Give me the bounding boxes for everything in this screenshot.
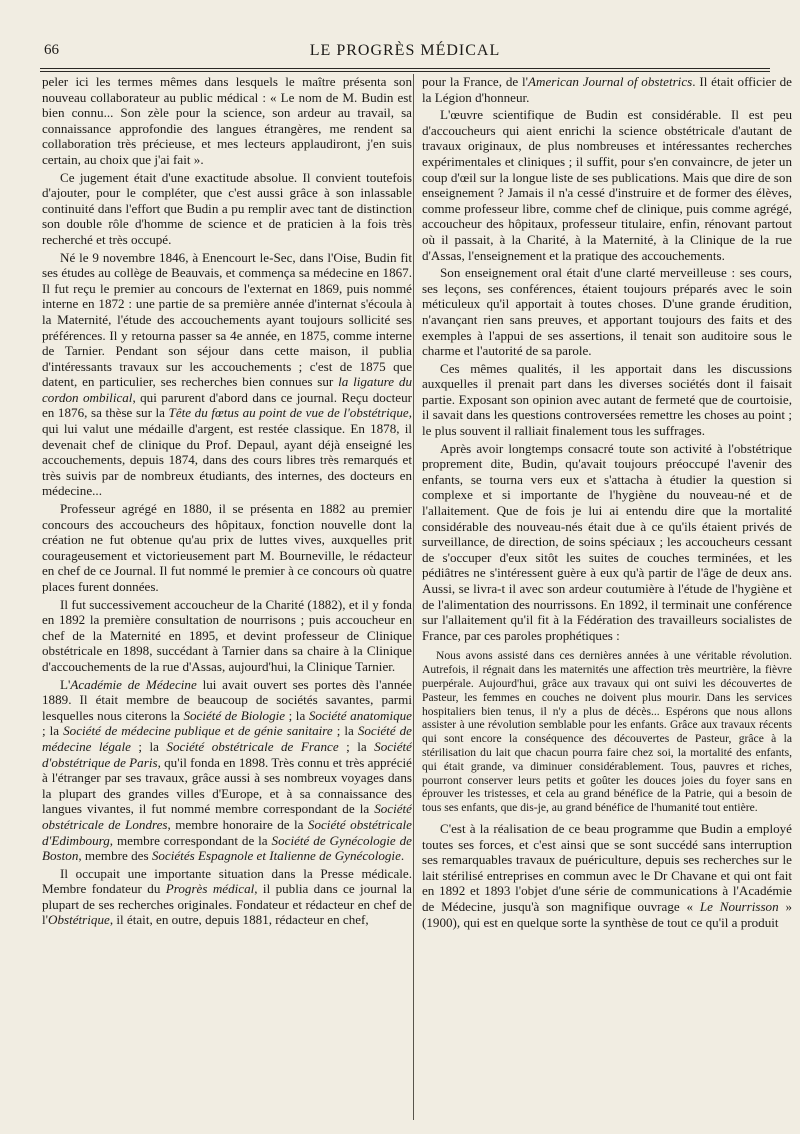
quotation: Nous avons assisté dans ces dernières années à une véritable révolution. Autrefois, il régnait dans les maternités une affection très meurtrière, la fièvre puerpérale. Aujourd'hui, grâce aux travaux qui ont suivi les découvertes de Pasteur, les femmes en couches ne doivent plus mourir. Dans les services hospitaliers bien tenus, il n'y a plus de décès... Espérons que nous allons assister à une révolution semblable pour les enfants. Grâce aux travaux récents qui sont encore la conséquence des découvertes de Pasteur, grâce à la stérilisation du lait que chacun pourra faire chez soi, la mortalité des enfants, qui était grande, va diminuer considérablement. Tous, pauvres et riches, pourront conserver leurs petits et goûter les douces joies du foyer sans en éprouver les tristesses, et cela au grand bénéfice de la Patrie, qui a besoin de tous ses enfants, que dis-je, au grand bénéfice de l'humanité tout entière. (422, 649, 792, 815)
italic-title: Société anatomique (308, 707, 412, 723)
paragraph: peler ici les termes mêmes dans lesquels le maître présenta son nouveau collaborateur au public médical : « Le nom de M. Budin est bien connu... Son zèle pour la science, son ardeur au travail, sa connaissance approfondie des langues étrangères, me rendent sa collaboration très précieuse, et mes lecteurs applaudiront, j'en suis certain, au choix que j'ai fait ». (42, 74, 412, 167)
italic-title: Le Nourrisson (699, 898, 779, 914)
text-run: , il publia dans ce journal la plupart de ses recherches originales. Fondateur et rédacteur en chef de l' (42, 881, 412, 928)
text-run: . (400, 848, 405, 864)
italic-title: Sociétés Espagnole et Italienne de Gynécologie (151, 848, 401, 864)
text-run: Né le 9 novembre 1846, à Enencourt le-Sec, dans l'Oise, Budin fit ses études au collège de Beauvais, et commença sa médecine en 1867. Il fut reçu le premier au concours de l'externat en 1869, puis nommé interne en 1872 : une partie de sa première année d'internat s'écoula à la Maternité, l'étude des accouchements ayant toujours sollicité ses préférences. Il y retourna passer sa 4e année, en 1875, comme interne de Tarnier. Pendant son séjour dans cette maison, il publia d'intéressants travaux sur les accouchements ; c'est de 1875 que datent, en particulier, ses recherches bien connues sur (42, 249, 412, 390)
italic-title: Société obstétricale de France (166, 738, 339, 754)
paragraph: Professeur agrégé en 1880, il se présenta en 1882 au premier concours des accoucheurs des hôpitaux, fonction nouvelle dont la création ne fut obtenue qu'au prix de luttes vives, auxquelles prit courageusement et victorieusement part M. Bourneville, le rédacteur en chef de ce Journal. Il fut nommé le premier à ce concours où quatre places furent données. (42, 501, 412, 594)
text-run: L' (60, 676, 71, 692)
paragraph (422, 821, 792, 930)
text-run: , qu'il fonda en 1898. Très connu et très apprécié à l'étranger par ses travaux, grâce aussi à ses nombreux voyages dans la plupart des grandes villes d'Europe, et à sa connaissance des langues vivantes, il fut nommé membre correspondant de la (42, 754, 412, 817)
paragraph: Ces mêmes qualités, il les apportait dans les discussions auxquelles il prenait part dans les diverses sociétés dont il faisait partie. Exposant son opinion avec autant de fermeté que de courtoisie, il savait dans les questions controversées remettre les choses au point ; le plus souvent il ralliait finalement tous les suffrages. (422, 360, 792, 439)
text-run: , membre honoraire de la (167, 816, 308, 832)
text-run: , qui parurent d'abord dans ce journal. Reçu docteur en 1876, sa thèse sur la (42, 389, 412, 421)
text-run: . Il était officier de la Légion d'honneur. (422, 74, 792, 105)
paragraph (42, 866, 412, 928)
header-rule (40, 68, 770, 72)
italic-title: American Journal of obstetrics (528, 74, 693, 89)
text-run: ; la (338, 738, 375, 754)
italic-title: Société de médecine publique et de génie sanitaire (63, 723, 333, 739)
italic-title: Société de Gynécologie de Boston (42, 832, 412, 864)
column-divider (413, 74, 414, 1120)
paragraph: L'œuvre scientifique de Budin est considérable. Il est peu d'accoucheurs qui aient enrichi la science obstétricale d'autant de travaux originaux, de plus nombreuses et intéressantes recherches expérimentales et cliniques ; il suffit, pour s'en convaincre, de jeter un coup d'œil sur la longue liste de ses publications. Mais que dire de son enseignement ? Jamais il n'a cessé d'instruire et de former des élèves, comme professeur libre, comme chef de clinique, puis comme agrégé, accoucheur des hôpitaux, professeur titulaire, enfin, rénovant partout où il passait, à la Charité, à la Maternité, à la Clinique de la rue d'Assas, l'enseignement et la pratique des accouchements. (422, 107, 792, 263)
italic-title: Société d'obstétrique de Paris (42, 738, 412, 770)
text-run: ; la (285, 707, 309, 723)
text-run: » (1900), qui est en quelque sorte la synthèse de tout ce qu'il a produit (422, 898, 792, 930)
text-run: ; la (130, 738, 167, 754)
page-header (40, 40, 770, 64)
italic-title: Obstétrique (48, 912, 110, 928)
journal-title: LE PROGRÈS MÉDICAL (309, 42, 501, 59)
text-run: C'est à la réalisation de ce beau programme que Budin a employé toutes ses forces, et c'est ainsi que se sont succédé sans interruption ses remarquables travaux de puériculture, depuis ses recherches sur le lait stérilisé entreprises en commun avec le Dr Chavane et qui ont fait en 1892 et 1893 l'objet d'une série de communications à l'Académie de Médecine, jusqu'à son magnifique ouvrage « (422, 820, 792, 914)
left-column (42, 74, 412, 1126)
italic-title: Société de Biologie (183, 707, 286, 723)
italic-title: Progrès médical (165, 881, 255, 897)
italic-title: Société obstétricale d'Edimbourg (42, 816, 412, 848)
text-run: lui avait ouvert ses portes dès l'année 1889. Il était membre de beaucoup de sociétés savantes, parmi lesquelles nous citerons la (42, 676, 412, 723)
paragraph: Ce jugement était d'une exactitude absolue. Il convient toutefois d'ajouter, pour le compléter, que c'est aussi grâce à son inlassable continuité dans l'effort que Budin a pu remplir avec tant de distinction son double rôle d'homme de science et de praticien à la fois très recherché et très occupé. (42, 169, 412, 247)
italic-title: Académie de Médecine (70, 676, 197, 692)
text-run: , membre correspondant de la (109, 832, 272, 848)
text-run: , qui lui valut une médaille d'argent, est restée classique. En 1878, il devenait chef de clinique du Prof. Depaul, ayant déjà enseigné les accouchements, depuis 1874, dans des cours libres très remarqués et très suivis par de nombreux étudiants, des internes, des docteurs en médecine... (42, 405, 412, 499)
page-number: 66 (44, 42, 59, 58)
text-run: ; la (42, 723, 64, 739)
text-run: pour la France, de l' (422, 74, 529, 89)
paragraph (42, 250, 412, 500)
text-run: Il occupait une importante situation dans la Presse médicale. Membre fondateur du (42, 865, 412, 897)
paragraph (422, 74, 792, 105)
text-run: , il était, en outre, depuis 1881, rédacteur en chef, (109, 912, 369, 928)
paragraph: Il fut successivement accoucheur de la Charité (1882), et il y fonda en 1892 la première consultation de nourrisons ; puis accoucheur en chef de la Maternité en 1895, et devint professeur de Clinique obstétricale en 1898, succédant à Tarnier dans sa chaire à la Clinique d'accouchements de la rue d'Assas, aujourd'hui, la Clinique Tarnier. (42, 596, 412, 674)
text-run: , membre des (78, 848, 152, 864)
italic-title: Société obstétricale de Londres (42, 801, 412, 832)
italic-title: Tête du fœtus au point de vue de l'obstétrique (168, 405, 409, 421)
text-run: ; la (332, 723, 358, 739)
right-column (422, 74, 792, 1126)
italic-title: Société de médecine légale (42, 723, 412, 754)
paragraph: Après avoir longtemps consacré toute son activité à l'obstétrique proprement dite, Budin, qu'avait toujours préoccupé l'avenir des enfants, se tourna vers eux et s'attacha à étudier la question si complexe et si importante de l'hygiène du nouveau-né et de l'allaitement. Que de fois je lui ai entendu dire que la mortalité considérable des nouveau-nés était due à ce qu'ils étaient privés de surveillance, de direction, de soins spéciaux ; les accoucheurs cessant de s'occuper d'eux sitôt les suites de couches terminées, et les pédiâtres ne s'intéressent guère à eux qu'à partir de l'âge de deux ans. Aussi, se livra-t il avec son ardeur coutumière à l'étude de l'hygiène et de l'alimentation des nourrissons. En 1892, il terminait une conférence sur l'allaitement qu'il fit à la Fédération des travailleurs socialistes de France, par ces paroles prophétiques : (422, 440, 792, 643)
italic-title: la ligature du cordon ombilical (42, 374, 412, 405)
paragraph: Son enseignement oral était d'une clarté merveilleuse : ses cours, ses leçons, ses conférences, étaient toujours préparés avec le soin méticuleux qu'il apportait à toutes choses. D'une grande érudition, n'avançant rien sans preuves, et apportant toujours des faits et des exemples à l'appui de ses assertions, il tenait son auditoire sous le charme et l'autorité de sa parole. (422, 265, 792, 359)
paragraph (42, 677, 412, 864)
